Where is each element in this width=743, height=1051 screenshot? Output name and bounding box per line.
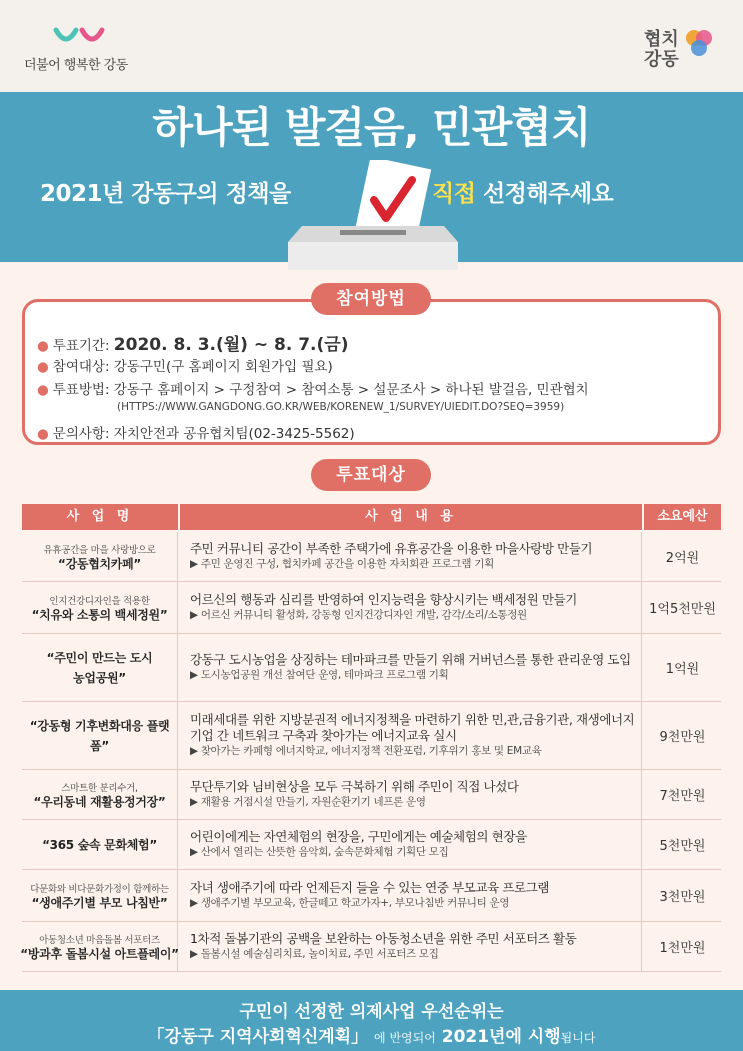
- slogan-text: 더불어 행복한 강동: [24, 58, 128, 73]
- info-target: [37, 355, 333, 375]
- project-subtitle: 다문화와 비다문화가정이 함께하는: [30, 883, 169, 895]
- footer-ending: 됩니다: [560, 1031, 596, 1045]
- column-header-name: 사 업 명: [22, 504, 178, 530]
- project-name: “365 숲속 문화체험”: [42, 837, 157, 852]
- project-budget: 9천만원: [659, 730, 706, 745]
- project-detail: ▶ 돌봄시설 예술심리치료, 놀이치료, 주민 서포터즈 모집: [190, 948, 439, 960]
- project-name-cell: [22, 870, 178, 921]
- project-budget: 1억원: [665, 662, 700, 677]
- footer-line-2: [0, 1022, 743, 1047]
- column-header-content: 사 업 내 용: [180, 504, 642, 530]
- project-budget: 2억원: [665, 551, 700, 566]
- project-subtitle: 인지건강디자인을 적용한: [49, 595, 150, 607]
- vote-heading: 투표대상: [311, 459, 431, 491]
- project-detail: ▶ 주민 운영진 구성, 협치카페 공간을 이용한 자치회관 프로그램 기획: [190, 558, 494, 570]
- project-subtitle: 유휴공간을 마을 사랑방으로: [43, 544, 156, 556]
- table-row: [22, 870, 721, 922]
- project-detail: ▶ 어르신 커뮤니티 활성화, 강동형 인지건강디자인 개발, 감각/소리/소통정원: [190, 609, 527, 621]
- project-description: 어르신의 행동과 심리를 반영하여 인지능력을 향상시키는 백세정원 만들기: [190, 592, 577, 607]
- project-name-cell: [22, 820, 178, 869]
- footer: [0, 990, 743, 1051]
- project-description: 자녀 생애주기에 따라 언제든지 들을 수 있는 연중 부모교육 프로그램: [190, 880, 550, 895]
- table-row: [22, 582, 721, 634]
- project-description: 미래세대를 위한 지방분권적 에너지정책을 마련하기 위한 민,관,금융기관, 재생에너지기업 간 네트워크 구축과 찾아가는 에너지교육 실시: [190, 712, 635, 743]
- project-name: “생애주기별 부모 나침반”: [31, 895, 168, 910]
- table-row: [22, 634, 721, 702]
- project-subtitle: 아동청소년 마음돌봄 서포터즈: [39, 934, 160, 946]
- project-name: “우리동네 재활용정거장”: [33, 794, 166, 809]
- project-name-cell: [22, 532, 178, 581]
- table-row: [22, 702, 721, 770]
- info-contact: [37, 422, 355, 442]
- project-name: “방과후 돌봄시설 아트플레이”: [20, 946, 179, 961]
- bullet-icon: ●: [37, 382, 49, 398]
- project-detail: ▶ 도시농업공원 개선 참여단 운영, 테마파크 프로그램 기획: [190, 669, 449, 681]
- slogan-logo: [24, 26, 154, 80]
- project-budget: 1천만원: [659, 941, 706, 956]
- info-method: [37, 378, 589, 398]
- brand-mark-icon: [684, 28, 714, 58]
- project-name-cell: [22, 702, 178, 769]
- project-description: 어린이에게는 자연체험의 현장을, 구민에게는 예술체험의 현장을: [190, 829, 527, 844]
- project-content-cell: [180, 922, 642, 971]
- method-text: 투표방법: 강동구 홈페이지 > 구정참여 > 참여소통 > 설문조사 > 하나된 발걸음, 민관협치: [52, 382, 589, 398]
- main-title: 하나된 발걸음, 민관협치: [152, 103, 591, 152]
- table-header: [22, 504, 721, 530]
- table-row: [22, 820, 721, 870]
- project-description: 강동구 도시농업을 상징하는 테마파크를 만들기 위해 거버넌스를 통한 관리운영 도입: [190, 652, 631, 667]
- project-detail: ▶ 산에서 열리는 산뜻한 음악회, 숲속문화체험 기획단 모집: [190, 846, 449, 858]
- project-name-cell: [22, 634, 178, 701]
- project-name: “치유와 소통의 백세정원”: [31, 607, 168, 622]
- header: [0, 0, 743, 262]
- project-subtitle: 스마트한 분리수거,: [61, 782, 138, 794]
- participation-box: [22, 299, 721, 445]
- project-description: 무단투기와 님비현상을 모두 극복하기 위해 주민이 직접 나섰다: [190, 779, 519, 794]
- period-value: 2020. 8. 3.(월) ~ 8. 7.(금): [113, 335, 349, 355]
- footer-plan-name: 「강동구 지역사회혁신계획」: [147, 1027, 369, 1047]
- slogan-hearts-icon: [52, 26, 112, 48]
- project-description: 1차적 돌봄기관의 공백을 보완하는 아동청소년을 위한 주민 서포터즈 활동: [190, 931, 577, 946]
- project-detail: ▶ 재활용 거점시설 만들기, 자원순환기기 네프론 운영: [190, 796, 426, 808]
- project-name: “주민이 만드는 도시농업공원”: [46, 650, 153, 685]
- project-budget: 1억5천만원: [649, 602, 716, 617]
- column-header-budget: 소요예산: [644, 504, 721, 530]
- project-detail: ▶ 찾아가는 카페형 에너지학교, 에너지정책 전환포럼, 기후위기 홍보 및 EM교육: [190, 745, 542, 757]
- project-content-cell: [180, 702, 642, 769]
- table-row: [22, 770, 721, 820]
- project-name-cell: [22, 582, 178, 633]
- brand-logo: [644, 24, 720, 84]
- period-label: 투표기간:: [52, 338, 114, 354]
- table-row: [22, 532, 721, 582]
- project-content-cell: [180, 870, 642, 921]
- survey-url: (HTTPS://WWW.GANGDONG.GO.KR/WEB/KORENEW_1/SURVEY/UIEDIT.DO?SEQ=3959): [117, 401, 565, 413]
- project-content-cell: [180, 770, 642, 819]
- footer-year: 2021년에 시행: [441, 1027, 561, 1047]
- project-name-cell: [22, 770, 178, 819]
- project-content-cell: [180, 582, 642, 633]
- project-description: 주민 커뮤니티 공간이 부족한 주택가에 유휴공간을 이용한 마을사랑방 만들기: [190, 541, 593, 556]
- subtitle-left: 2021년 강동구의 정책을: [40, 181, 291, 207]
- brand-text: 협치강동: [644, 29, 679, 70]
- subtitle-right-text: 선정해주세요: [482, 181, 614, 207]
- target-text: 참여대상: 강동구민(구 홈페이지 회원가입 필요): [52, 359, 333, 375]
- project-budget: 7천만원: [659, 789, 706, 804]
- bullet-icon: ●: [37, 338, 49, 354]
- project-name: “강동형 기후변화대응 플랫폼”: [29, 718, 170, 753]
- project-detail: ▶ 생애주기별 부모교육, 한글떼고 학교가자+, 부모나침반 커뮤니티 운영: [190, 897, 510, 909]
- project-content-cell: [180, 820, 642, 869]
- project-budget: 3천만원: [659, 890, 706, 905]
- project-content-cell: [180, 532, 642, 581]
- bullet-icon: ●: [37, 426, 49, 442]
- project-name: “강동협치카페”: [58, 556, 141, 571]
- footer-connector: 에 반영되어: [374, 1031, 436, 1045]
- subtitle-highlight: 직접: [432, 181, 476, 207]
- project-name-cell: [22, 922, 178, 971]
- subtitle-right: [432, 175, 613, 208]
- table-row: [22, 922, 721, 972]
- contact-text: 문의사항: 자치안전과 공유협치팀(02-3425-5562): [52, 426, 355, 442]
- participation-heading: 참여방법: [311, 283, 431, 315]
- footer-line-1: 구민이 선정한 의제사업 우선순위는: [239, 1002, 504, 1022]
- info-period: [37, 330, 348, 355]
- project-budget: 5천만원: [659, 839, 706, 854]
- bullet-icon: ●: [37, 359, 49, 375]
- project-content-cell: [180, 634, 642, 701]
